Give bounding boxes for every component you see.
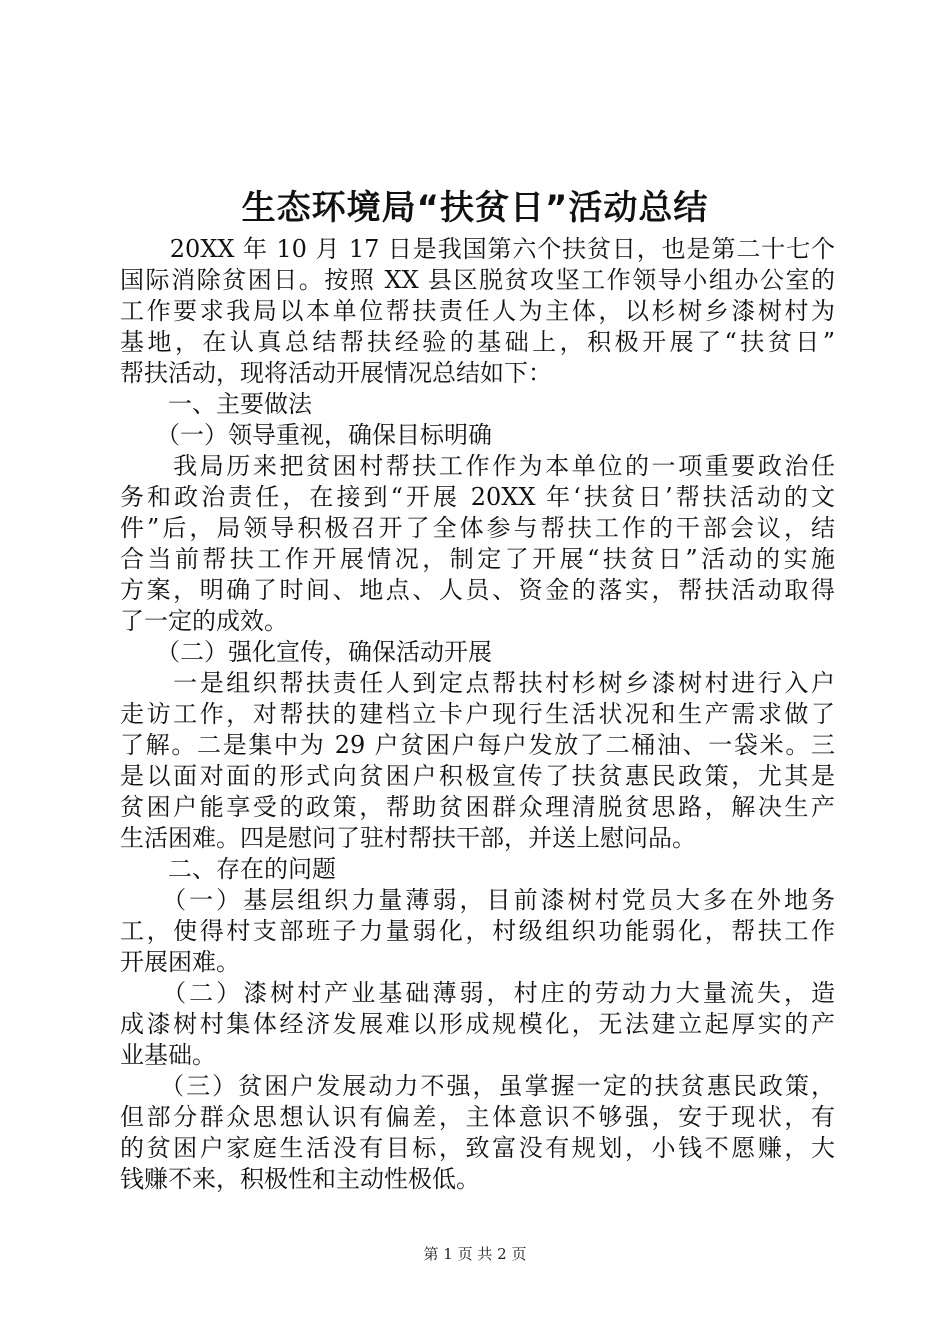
body-line: 了一定的成效。 — [120, 607, 288, 635]
body-line: 生活困难。四是慰问了驻村帮扶干部，并送上慰问品。 — [120, 824, 696, 852]
document-title: 生态环境局“扶贫日”活动总结 — [241, 188, 709, 228]
body-line: 二、存在的问题 — [120, 855, 336, 883]
body-line: 贫困户能享受的政策，帮助贫困群众理清脱贫思路，解决生产 — [120, 793, 835, 821]
body-line: 件”后，局领导积极召开了全体参与帮扶工作的干部会议，结 — [120, 514, 835, 542]
page-footer: 第 1 页 共 2 页 — [423, 1245, 527, 1263]
body-line: 是以面对面的形式向贫困户积极宣传了扶贫惠民政策，尤其是 — [120, 762, 835, 790]
body-line: （三）贫困户发展动力不强，虽掌握一定的扶贫惠民政策， — [120, 1072, 835, 1100]
body-line: 工作要求我局以本单位帮扶责任人为主体，以杉树乡漆树村为 — [120, 297, 835, 325]
body-line: 工，使得村支部班子力量弱化，村级组织功能弱化，帮扶工作 — [120, 917, 835, 945]
body-line: 的贫困户家庭生活没有目标，致富没有规划，小钱不愿赚，大 — [120, 1134, 835, 1162]
body-line: 业基础。 — [120, 1041, 216, 1069]
body-line: 钱赚不来，积极性和主动性极低。 — [120, 1165, 480, 1193]
body-line: 一、主要做法 — [120, 390, 312, 418]
body-line: （二）强化宣传，确保活动开展 — [120, 638, 492, 666]
body-line: （一）基层组织力量薄弱，目前漆树村党员大多在外地务 — [120, 886, 835, 914]
body-line: （二）漆树村产业基础薄弱，村庄的劳动力大量流失，造 — [120, 979, 835, 1007]
body-line: 国际消除贫困日。按照 XX 县区脱贫攻坚工作领导小组办公室的 — [120, 266, 835, 294]
body-line: 帮扶活动，现将活动开展情况总结如下： — [120, 359, 552, 387]
body-line: 我局历来把贫困村帮扶工作作为本单位的一项重要政治任 — [120, 452, 835, 480]
body-line: 基地，在认真总结帮扶经验的基础上，积极开展了“扶贫日” — [120, 328, 835, 356]
body-line: 了解。二是集中为 29 户贫困户每户发放了二桶油、一袋米。三 — [120, 731, 835, 759]
body-line: 但部分群众思想认识有偏差，主体意识不够强，安于现状，有 — [120, 1103, 835, 1131]
body-line: 开展困难。 — [120, 948, 240, 976]
body-line: 20XX 年 10 月 17 日是我国第六个扶贫日，也是第二十七个 — [120, 235, 835, 263]
body-line: （一）领导重视，确保目标明确 — [120, 421, 492, 449]
body-line: 走访工作，对帮扶的建档立卡户现行生活状况和生产需求做了 — [120, 700, 835, 728]
document-body — [120, 234, 835, 1195]
body-line: 方案，明确了时间、地点、人员、资金的落实，帮扶活动取得 — [120, 576, 835, 604]
body-line: 务和政治责任，在接到“开展 20XX 年‘扶贫日’帮扶活动的文 — [120, 483, 835, 511]
body-line: 一是组织帮扶责任人到定点帮扶村杉树乡漆树村进行入户 — [120, 669, 835, 697]
body-line: 成漆树村集体经济发展难以形成规模化，无法建立起厚实的产 — [120, 1010, 835, 1038]
body-line: 合当前帮扶工作开展情况，制定了开展“扶贫日”活动的实施 — [120, 545, 835, 573]
